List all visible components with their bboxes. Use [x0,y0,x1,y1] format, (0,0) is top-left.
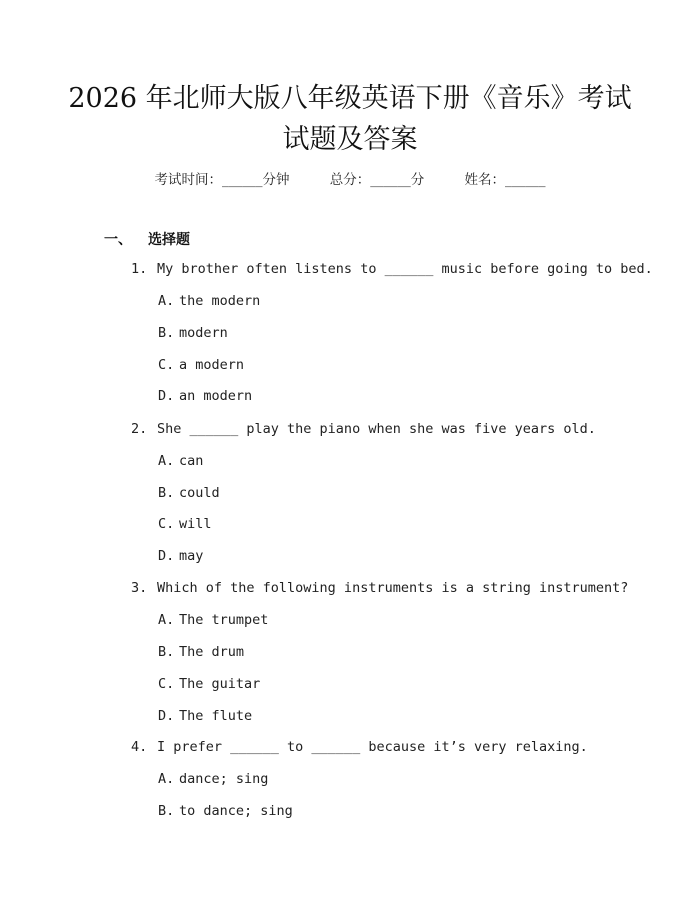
option-text: The drum [179,644,245,660]
option-text: could [179,485,220,501]
option-letter: C. [158,516,175,532]
answer-option [158,803,293,819]
option-text: dance; sing [179,771,269,787]
option-letter: A. [158,771,175,787]
question-text: My brother often listens to ______ music before going to bed. [157,261,653,277]
option-letter: B. [158,485,175,501]
option-text: The trumpet [179,612,269,628]
question [131,261,653,277]
question-text: Which of the following instruments is a string instrument? [157,580,629,596]
question [131,739,588,755]
name-field: 姓名：______ [464,172,546,188]
answer-option [158,325,228,341]
answer-option [158,644,244,660]
question-number: 4. [131,739,148,755]
answer-option [158,548,203,564]
option-text: will [179,516,212,532]
question-text: She ______ play the piano when she was five years old. [157,421,596,437]
answer-option [158,771,268,787]
question [131,580,628,596]
option-text: a modern [179,357,245,373]
option-letter: C. [158,357,175,373]
option-text: an modern [179,388,253,404]
section-heading [104,229,190,249]
exam-meta [0,168,700,188]
option-letter: A. [158,293,175,309]
answer-option [158,485,220,501]
total-score-field: 总分：______分 [329,172,425,188]
answer-option [158,388,252,404]
option-letter: B. [158,644,175,660]
document-title: 2026 年北师大版八年级英语下册《音乐》考试试题及答案 [68,83,632,155]
option-letter: D. [158,388,175,404]
option-text: to dance; sing [179,803,293,819]
answer-option [158,676,260,692]
answer-option [158,357,244,373]
option-text: The guitar [179,676,261,692]
question-number: 3. [131,580,148,596]
question-text: I prefer ______ to ______ because it’s very relaxing. [157,739,588,755]
answer-option [158,293,260,309]
answer-option [158,453,203,469]
question-number: 2. [131,421,148,437]
option-text: can [179,453,204,469]
answer-option [158,516,212,532]
option-text: may [179,548,204,564]
option-letter: B. [158,803,175,819]
question-number: 1. [131,261,148,277]
answer-option [158,708,252,724]
option-letter: A. [158,453,175,469]
option-letter: D. [158,708,175,724]
section-title: 选择题 [148,232,190,248]
option-letter: D. [158,548,175,564]
option-letter: C. [158,676,175,692]
option-text: The flute [179,708,253,724]
exam-time-field: 考试时间：______分钟 [154,172,290,188]
option-text: the modern [179,293,261,309]
option-letter: A. [158,612,175,628]
answer-option [158,612,268,628]
option-letter: B. [158,325,175,341]
question [131,421,596,437]
section-number: 一、 [104,232,132,248]
option-text: modern [179,325,228,341]
